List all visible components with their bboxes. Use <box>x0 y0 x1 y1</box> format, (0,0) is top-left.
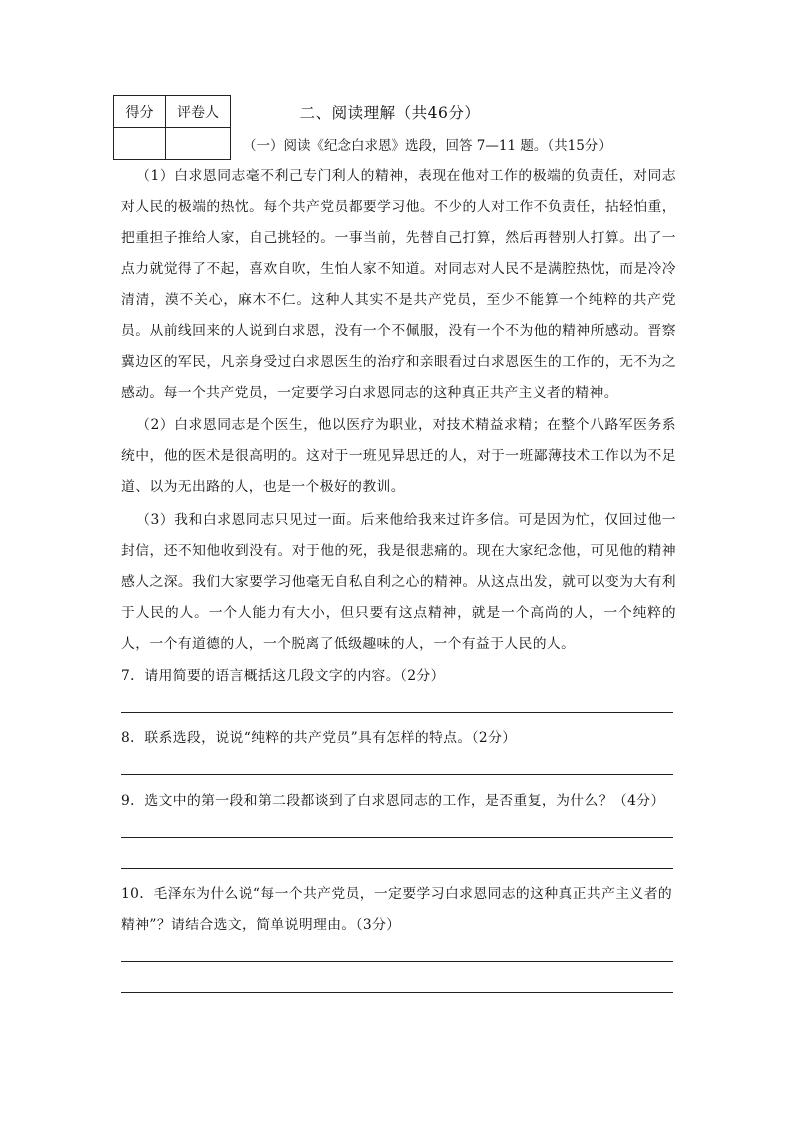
question-7: 7．请用简要的语言概括这几段文字的内容。（2分） <box>121 668 445 684</box>
answer-line-q10-2[interactable] <box>121 992 673 993</box>
answer-line-q8[interactable] <box>121 774 673 775</box>
passage-paragraph-1: （1）白求恩同志毫不利己专门利人的精神，表现在他对工作的极端的负责任，对同志对人民的极端的热忱。每个共产党员都要学习他。不少的人对工作不负责任，拈轻怕重，把重担子推给人家，自己挑轻的。一事当前，先替自己打算，然后再替别人打算。出了一点力就觉得了不起，喜欢自吹，生怕人家不知道。对同志对人民不是满腔热忱，而是冷冷清清，漠不关心，麻木不仁。这种人其实不是共产党员，至少不能算一个纯粹的共产党员。从前线回来的人说到白求恩，没有一个不佩服，没有一个不为他的精神所感动。晋察冀边区的军民，凡亲身受过白求恩医生的治疗和亲眼看过白求恩医生的工作的，无不为之感动。每一个共产党员，一定要学习白求恩同志的这种真正共产主义者的精神。 <box>121 168 676 401</box>
score-table <box>113 95 231 160</box>
score-header: 得分 <box>114 96 166 128</box>
question-9: 9．选文中的第一段和第二段都谈到了白求恩同志的工作，是否重复，为什么？（4分） <box>121 793 665 809</box>
answer-line-q10-1[interactable] <box>121 961 673 962</box>
passage-paragraph-3: （3）我和白求恩同志只见过一面。后来他给我来过许多信。可是因为忙，仅回过他一封信，还不知他收到没有。对于他的死，我是很悲痛的。现在大家纪念他，可见他的精神感人之深。我们大家要学习他毫无自私自利之心的精神。从这点出发，就可以变为大有利于人民的人。一个人能力有大小，但只要有这点精神，就是一个高尚的人，一个纯粹的人，一个有道德的人，一个脱离了低级趣味的人，一个有益于人民的人。 <box>121 512 676 652</box>
section-title: 二、阅读理解（共46分） <box>299 104 481 122</box>
reading-instruction: （一）阅读《纪念白求恩》选段，回答 7—11 题。（共15分） <box>243 138 612 154</box>
question-8: 8．联系选段，说说“纯粹的共产党员”具有怎样的特点。（2分） <box>121 730 517 746</box>
answer-line-q9-1[interactable] <box>121 837 673 838</box>
passage-paragraph-2: （2）白求恩同志是个医生，他以医疗为职业，对技术精益求精；在整个八路军医务系统中，他的医术是很高明的。这对于一班见异思迁的人，对于一班鄙薄技术工作以为不足道、以为无出路的人，也是一个极好的教训。 <box>121 417 676 495</box>
question-10: 10．毛泽东为什么说“每一个共产党员，一定要学习白求恩同志的这种真正共产主义者的精神”？请结合选文，简单说明理由。（3分） <box>121 886 673 933</box>
grader-cell[interactable] <box>166 128 231 160</box>
score-cell[interactable] <box>114 128 166 160</box>
answer-line-q7[interactable] <box>121 712 673 713</box>
answer-line-q9-2[interactable] <box>121 868 673 869</box>
grader-header: 评卷人 <box>166 96 231 128</box>
